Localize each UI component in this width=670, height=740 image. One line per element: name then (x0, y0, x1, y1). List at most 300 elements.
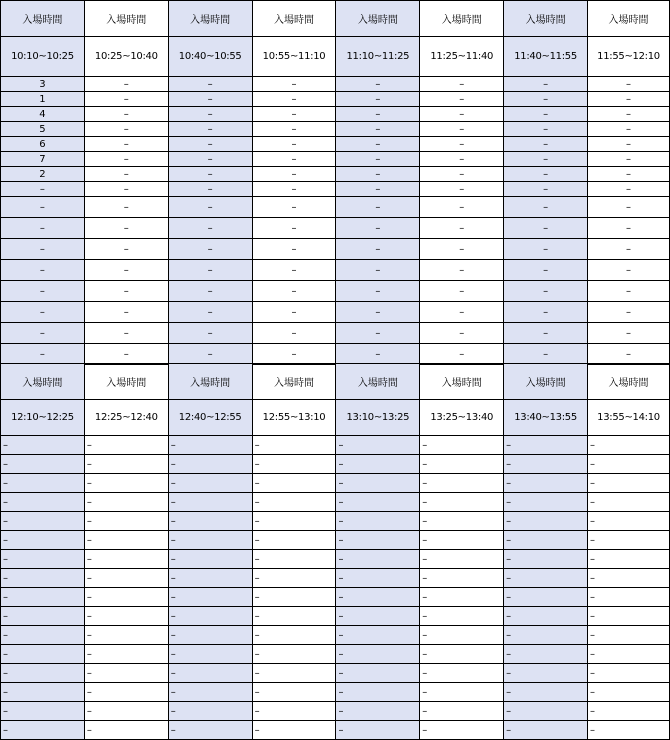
table-cell: – (84, 531, 168, 550)
table-cell: – (252, 721, 336, 740)
table-cell: – (252, 197, 336, 218)
table-cell: – (168, 626, 252, 645)
table-cell: – (1, 344, 85, 365)
table-cell: – (336, 607, 420, 626)
table-cell: – (420, 569, 504, 588)
table-cell: – (1, 260, 85, 281)
table-row (1, 626, 670, 645)
table-cell: – (168, 569, 252, 588)
table-cell: – (504, 721, 588, 740)
table-cell: – (588, 197, 670, 218)
table-cell: – (588, 683, 670, 702)
table-row (1, 77, 670, 92)
table-row (1, 344, 670, 365)
table-cell: – (252, 92, 336, 107)
time-slot-header: 13:10~13:25 (336, 400, 420, 436)
table-cell: – (336, 302, 420, 323)
table-row (1, 607, 670, 626)
table-cell: – (168, 239, 252, 260)
table-cell: – (84, 607, 168, 626)
table-cell: – (84, 588, 168, 607)
table-row (1, 550, 670, 569)
schedule-table-afternoon (0, 363, 670, 740)
column-header-label: 入場時間 (84, 1, 168, 37)
table-row (1, 455, 670, 474)
table-cell: – (1, 323, 85, 344)
table-cell: – (84, 182, 168, 197)
table-cell: – (84, 152, 168, 167)
table-row (1, 721, 670, 740)
table-cell: – (84, 493, 168, 512)
table-cell: – (252, 550, 336, 569)
table-cell: – (420, 137, 504, 152)
table-cell: – (84, 260, 168, 281)
column-header-label: 入場時間 (588, 1, 670, 37)
table-row (1, 588, 670, 607)
table-cell: – (84, 302, 168, 323)
table-cell: – (420, 588, 504, 607)
table-cell: – (1, 512, 85, 531)
table-cell: – (84, 137, 168, 152)
table-cell: – (588, 107, 670, 122)
table-cell: – (336, 550, 420, 569)
table-cell: – (168, 167, 252, 182)
table-cell: – (336, 683, 420, 702)
time-slot-row (1, 37, 670, 77)
table-cell: – (168, 664, 252, 683)
header-row (1, 1, 670, 37)
table-cell: – (588, 474, 670, 493)
table-cell: – (1, 588, 85, 607)
table-cell: – (252, 107, 336, 122)
table-cell: – (1, 493, 85, 512)
time-slot-row (1, 400, 670, 436)
table-cell: – (168, 122, 252, 137)
table-cell: – (336, 92, 420, 107)
table-cell: – (420, 436, 504, 455)
table-cell: – (252, 167, 336, 182)
table-cell: – (84, 664, 168, 683)
table-cell: – (168, 588, 252, 607)
column-header-label: 入場時間 (168, 1, 252, 37)
table-cell: – (1, 455, 85, 474)
table-cell: – (336, 664, 420, 683)
table-cell: – (420, 218, 504, 239)
table-cell: – (252, 664, 336, 683)
table-cell: – (168, 474, 252, 493)
column-header-label: 入場時間 (252, 1, 336, 37)
table-cell: – (504, 664, 588, 683)
table-cell: – (252, 512, 336, 531)
table-cell: – (168, 152, 252, 167)
table-cell: – (588, 531, 670, 550)
table-cell: – (588, 281, 670, 302)
table-cell: – (336, 531, 420, 550)
table-cell: 2 (1, 167, 85, 182)
table-cell: – (252, 218, 336, 239)
column-header-label: 入場時間 (252, 364, 336, 400)
table-cell: – (588, 588, 670, 607)
table-cell: – (168, 683, 252, 702)
table-cell: 3 (1, 77, 85, 92)
table-row (1, 512, 670, 531)
table-cell: – (504, 588, 588, 607)
time-slot-header: 11:25~11:40 (420, 37, 504, 77)
table-cell: – (588, 721, 670, 740)
table-cell: – (168, 531, 252, 550)
table-cell: – (168, 721, 252, 740)
table-cell: – (588, 182, 670, 197)
table-cell: – (168, 107, 252, 122)
table-cell: – (84, 474, 168, 493)
table-cell: – (336, 626, 420, 645)
table-cell: – (336, 260, 420, 281)
table-cell: – (168, 493, 252, 512)
table-cell: – (588, 239, 670, 260)
table-cell: – (336, 107, 420, 122)
table-cell: – (336, 77, 420, 92)
table-cell: – (336, 182, 420, 197)
table-row (1, 323, 670, 344)
time-slot-header: 12:55~13:10 (252, 400, 336, 436)
time-slot-header: 11:10~11:25 (336, 37, 420, 77)
table-cell: – (1, 218, 85, 239)
table-cell: – (504, 702, 588, 721)
table-cell: – (420, 122, 504, 137)
table-cell: – (588, 569, 670, 588)
table-cell: – (420, 344, 504, 365)
table-cell: – (84, 569, 168, 588)
time-slot-header: 12:25~12:40 (84, 400, 168, 436)
table-cell: 6 (1, 137, 85, 152)
table-cell: – (336, 218, 420, 239)
table-cell: – (168, 323, 252, 344)
table-cell: – (84, 239, 168, 260)
table-cell: – (504, 239, 588, 260)
table-cell: – (420, 197, 504, 218)
table-cell: – (168, 512, 252, 531)
table-cell: – (420, 721, 504, 740)
table-cell: – (84, 626, 168, 645)
table-cell: – (252, 122, 336, 137)
table-cell: – (420, 607, 504, 626)
table-cell: – (504, 323, 588, 344)
table-cell: – (168, 436, 252, 455)
table-row (1, 218, 670, 239)
table-row (1, 569, 670, 588)
table-cell: – (84, 683, 168, 702)
table-cell: – (336, 588, 420, 607)
table-cell: – (168, 645, 252, 664)
table-cell: – (84, 122, 168, 137)
table-cell: – (504, 260, 588, 281)
table-cell: – (252, 455, 336, 474)
table-row (1, 152, 670, 167)
table-cell: – (252, 182, 336, 197)
table-cell: – (168, 197, 252, 218)
table-cell: – (504, 626, 588, 645)
table-cell: – (252, 607, 336, 626)
table-cell: – (84, 702, 168, 721)
table-cell: – (504, 167, 588, 182)
table-cell: – (1, 531, 85, 550)
table-row (1, 92, 670, 107)
header-row (1, 364, 670, 400)
table-cell: – (504, 182, 588, 197)
table-row (1, 436, 670, 455)
column-header-label: 入場時間 (84, 364, 168, 400)
table-cell: – (420, 302, 504, 323)
table-cell: – (504, 493, 588, 512)
table-cell: – (84, 197, 168, 218)
table-cell: – (252, 344, 336, 365)
table-cell: – (336, 137, 420, 152)
table-cell: – (1, 645, 85, 664)
table-cell: – (252, 137, 336, 152)
time-slot-header: 10:55~11:10 (252, 37, 336, 77)
table-row (1, 683, 670, 702)
table-row (1, 664, 670, 683)
table-row (1, 302, 670, 323)
table-cell: – (84, 645, 168, 664)
table-cell: – (420, 167, 504, 182)
table-cell: – (588, 302, 670, 323)
column-header-label: 入場時間 (168, 364, 252, 400)
time-slot-header: 12:10~12:25 (1, 400, 85, 436)
table-cell: – (1, 239, 85, 260)
column-header-label: 入場時間 (504, 364, 588, 400)
table-cell: – (168, 344, 252, 365)
table-cell: – (168, 182, 252, 197)
table-cell: – (588, 323, 670, 344)
table-cell: – (252, 531, 336, 550)
table-cell: – (252, 588, 336, 607)
table-cell: – (84, 323, 168, 344)
table-cell: – (1, 683, 85, 702)
table-cell: – (420, 77, 504, 92)
table-cell: – (420, 683, 504, 702)
table-cell: – (84, 436, 168, 455)
table-cell: – (420, 474, 504, 493)
table-cell: – (336, 281, 420, 302)
table-cell: – (420, 239, 504, 260)
table-cell: – (1, 436, 85, 455)
table-cell: – (420, 664, 504, 683)
table-cell: – (168, 302, 252, 323)
table-cell: – (420, 92, 504, 107)
table-cell: – (252, 474, 336, 493)
table-cell: – (1, 182, 85, 197)
table-cell: – (588, 607, 670, 626)
table-cell: – (252, 702, 336, 721)
table-row (1, 167, 670, 182)
table-cell: – (420, 512, 504, 531)
table-cell: 1 (1, 92, 85, 107)
column-header-label: 入場時間 (1, 1, 85, 37)
table-cell: – (588, 122, 670, 137)
table-cell: – (252, 260, 336, 281)
column-header-label: 入場時間 (336, 1, 420, 37)
table-cell: – (504, 550, 588, 569)
table-cell: – (504, 122, 588, 137)
table-cell: – (252, 569, 336, 588)
table-cell: – (588, 167, 670, 182)
time-slot-header: 10:10~10:25 (1, 37, 85, 77)
table-cell: – (420, 626, 504, 645)
table-cell: – (588, 512, 670, 531)
table-cell: – (1, 702, 85, 721)
table-cell: – (336, 474, 420, 493)
table-row (1, 260, 670, 281)
table-cell: – (84, 550, 168, 569)
table-row (1, 645, 670, 664)
time-slot-header: 10:40~10:55 (168, 37, 252, 77)
table-cell: – (252, 77, 336, 92)
table-cell: – (336, 152, 420, 167)
table-cell: – (420, 531, 504, 550)
table-cell: – (252, 645, 336, 664)
table-cell: – (420, 281, 504, 302)
table-cell: – (336, 122, 420, 137)
table-cell: – (420, 702, 504, 721)
table-cell: – (588, 645, 670, 664)
table-cell: – (1, 607, 85, 626)
table-cell: – (504, 107, 588, 122)
table-cell: – (252, 302, 336, 323)
table-cell: – (588, 436, 670, 455)
table-cell: – (504, 302, 588, 323)
table-cell: – (588, 550, 670, 569)
table-cell: – (420, 323, 504, 344)
table-cell: – (504, 77, 588, 92)
table-cell: – (504, 569, 588, 588)
table-row (1, 702, 670, 721)
table-row (1, 493, 670, 512)
column-header-label: 入場時間 (588, 364, 670, 400)
table-cell: – (336, 569, 420, 588)
table-cell: – (1, 664, 85, 683)
table-cell: – (420, 260, 504, 281)
table-cell: – (168, 137, 252, 152)
table-cell: – (336, 436, 420, 455)
table-cell: – (252, 281, 336, 302)
table-cell: – (168, 281, 252, 302)
table-cell: – (420, 550, 504, 569)
table-cell: – (588, 455, 670, 474)
time-slot-header: 13:55~14:10 (588, 400, 670, 436)
table-cell: – (336, 455, 420, 474)
table-row (1, 474, 670, 493)
column-header-label: 入場時間 (504, 1, 588, 37)
table-cell: – (504, 344, 588, 365)
table-cell: – (84, 167, 168, 182)
time-slot-header: 11:55~12:10 (588, 37, 670, 77)
table-row (1, 182, 670, 197)
table-cell: – (84, 455, 168, 474)
table-cell: – (588, 77, 670, 92)
table-cell: – (1, 281, 85, 302)
table-cell: – (252, 683, 336, 702)
table-cell: – (84, 107, 168, 122)
table-cell: – (420, 493, 504, 512)
table-cell: – (588, 344, 670, 365)
table-cell: – (588, 260, 670, 281)
time-slot-header: 13:25~13:40 (420, 400, 504, 436)
time-slot-header: 12:40~12:55 (168, 400, 252, 436)
table-cell: – (84, 344, 168, 365)
table-row (1, 281, 670, 302)
table-cell: – (588, 218, 670, 239)
table-cell: – (504, 281, 588, 302)
table-row (1, 239, 670, 260)
table-cell: – (336, 493, 420, 512)
table-cell: – (504, 455, 588, 474)
table-cell: – (504, 512, 588, 531)
table-row (1, 197, 670, 218)
table-cell: – (588, 626, 670, 645)
table-cell: – (168, 218, 252, 239)
table-cell: – (168, 92, 252, 107)
table-row (1, 137, 670, 152)
table-cell: – (168, 455, 252, 474)
table-cell: – (588, 493, 670, 512)
column-header-label: 入場時間 (336, 364, 420, 400)
column-header-label: 入場時間 (420, 1, 504, 37)
table-cell: – (1, 626, 85, 645)
table-cell: – (1, 550, 85, 569)
table-cell: – (420, 152, 504, 167)
table-row (1, 122, 670, 137)
table-cell: – (252, 152, 336, 167)
table-cell: 4 (1, 107, 85, 122)
table-cell: – (252, 239, 336, 260)
table-cell: – (168, 607, 252, 626)
table-cell: – (252, 493, 336, 512)
table-cell: – (336, 239, 420, 260)
table-cell: – (84, 77, 168, 92)
table-cell: – (1, 721, 85, 740)
table-cell: – (504, 645, 588, 664)
table-cell: – (84, 92, 168, 107)
table-cell: – (336, 344, 420, 365)
table-cell: – (168, 260, 252, 281)
table-cell: – (1, 474, 85, 493)
table-cell: – (336, 645, 420, 664)
table-cell: – (588, 92, 670, 107)
table-cell: – (504, 92, 588, 107)
table-cell: – (504, 436, 588, 455)
table-cell: – (504, 531, 588, 550)
table-cell: – (504, 683, 588, 702)
table-cell: – (336, 197, 420, 218)
table-cell: – (504, 152, 588, 167)
table-cell: – (504, 607, 588, 626)
table-cell: – (504, 137, 588, 152)
table-cell: 5 (1, 122, 85, 137)
time-slot-header: 10:25~10:40 (84, 37, 168, 77)
table-cell: – (504, 197, 588, 218)
table-cell: – (588, 664, 670, 683)
table-cell: – (420, 107, 504, 122)
table-cell: – (252, 323, 336, 344)
table-cell: – (168, 550, 252, 569)
table-cell: – (420, 645, 504, 664)
table-cell: – (336, 323, 420, 344)
table-row (1, 531, 670, 550)
table-cell: – (588, 137, 670, 152)
table-cell: – (84, 218, 168, 239)
time-slot-header: 13:40~13:55 (504, 400, 588, 436)
